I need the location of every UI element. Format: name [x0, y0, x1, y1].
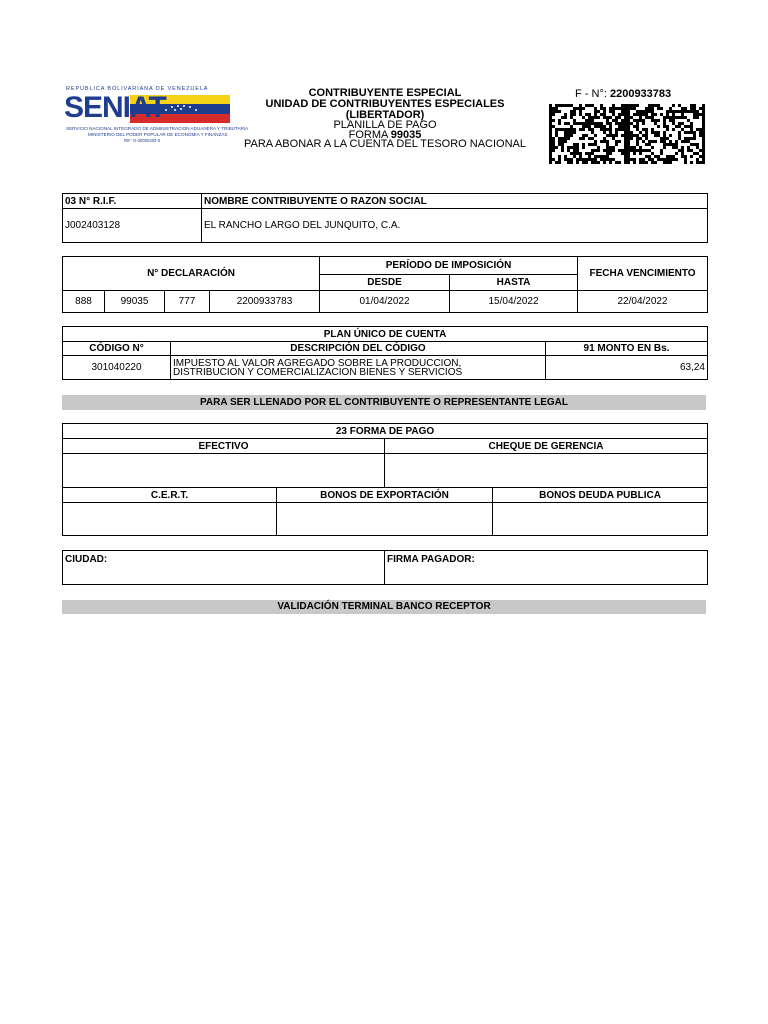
cheque-field[interactable] — [385, 454, 708, 488]
efectivo-label: EFECTIVO — [63, 439, 385, 454]
payment-title: 23 FORMA DE PAGO — [63, 424, 708, 439]
bonos-deuda-label: BONOS DEUDA PUBLICA — [493, 488, 708, 503]
ciudad-field[interactable] — [63, 551, 385, 585]
code-label: CÓDIGO N° — [63, 342, 171, 356]
header-line3: (LIBERTADOR) — [345, 109, 425, 121]
signature-table — [62, 550, 708, 585]
header-line2: UNIDAD DE CONTRIBUYENTES ESPECIALES — [265, 98, 505, 110]
logo-top-text: REPUBLICA BOLIVARIANA DE VENEZUELA — [66, 86, 209, 92]
bonos-deuda-field[interactable] — [493, 503, 708, 536]
declaration-label: N° DECLARACIÓN — [63, 257, 320, 291]
form-number-value: 2200933783 — [609, 88, 672, 100]
logo-line2: MINISTERIO DEL PODER POPULAR DE ECONOMIA Y FINANZAS — [88, 132, 228, 137]
forma-label: FORMA — [348, 129, 388, 141]
period-label: PERÍODO DE IMPOSICIÓN — [320, 257, 578, 275]
logo-rif: RIF: G-20000303-0 — [124, 138, 161, 143]
form-number-label: F - N°: — [575, 88, 607, 100]
efectivo-field[interactable] — [63, 454, 385, 488]
plan-table — [62, 326, 708, 380]
hasta-value: 15/04/2022 — [450, 291, 578, 313]
logo-brand: SENIAT — [64, 91, 166, 124]
payment-table — [62, 423, 708, 536]
amount-label: 91 MONTO EN Bs. — [546, 342, 708, 356]
desc-line2: DISTRIBUCION Y COMERCIALIZACION BIENES Y SERVICIOS — [173, 366, 463, 378]
rif-value: J002403128 — [63, 209, 202, 243]
declaration-n1: 888 — [63, 291, 105, 313]
declaration-table — [62, 256, 708, 313]
declaration-n2: 99035 — [105, 291, 165, 313]
barcode-icon — [547, 103, 705, 165]
logo-line1: SERVICIO NACIONAL INTEGRADO DE ADMINISTRACION ADUANERA Y TRIBUTARIA — [66, 126, 249, 131]
vencimiento-value: 22/04/2022 — [578, 291, 708, 313]
desde-value: 01/04/2022 — [320, 291, 450, 313]
forma-number: 99035 — [390, 129, 422, 141]
bonos-exp-label: BONOS DE EXPORTACIÓN — [277, 488, 493, 503]
desde-label: DESDE — [320, 275, 450, 291]
desc-label: DESCRIPCIÓN DEL CÓDIGO — [171, 342, 546, 356]
hasta-label: HASTA — [450, 275, 578, 291]
header-line1: CONTRIBUYENTE ESPECIAL — [308, 87, 462, 99]
header-line6: PARA ABONAR A LA CUENTA DEL TESORO NACIONAL — [243, 138, 527, 150]
seniat-logo — [62, 86, 249, 148]
firma-field[interactable] — [385, 551, 708, 585]
cheque-label: CHEQUE DE GERENCIA — [385, 439, 708, 454]
desc-line1: IMPUESTO AL VALOR AGREGADO SOBRE LA PRODUCCION, — [173, 357, 462, 369]
bar-llenado: PARA SER LLENADO POR EL CONTRIBUYENTE O REPRESENTANTE LEGAL — [62, 395, 706, 410]
name-label: NOMBRE CONTRIBUYENTE O RAZON SOCIAL — [202, 194, 708, 209]
ciudad-label: CIUDAD: — [65, 554, 108, 565]
bar-validacion: VALIDACIÓN TERMINAL BANCO RECEPTOR — [62, 600, 706, 614]
form-number — [575, 88, 671, 100]
desc-value — [171, 356, 546, 380]
cert-field[interactable] — [63, 503, 277, 536]
firma-label: FIRMA PAGADOR: — [387, 554, 475, 565]
taxpayer-table — [62, 193, 708, 243]
declaration-n3: 777 — [165, 291, 210, 313]
vencimiento-label: FECHA VENCIMIENTO — [578, 257, 708, 291]
header-line4: PLANILLA DE PAGO — [333, 119, 437, 131]
code-value: 301040220 — [63, 356, 171, 380]
amount-value: 63,24 — [546, 356, 708, 380]
cert-label: C.E.R.T. — [63, 488, 277, 503]
bonos-exp-field[interactable] — [277, 503, 493, 536]
declaration-n4: 2200933783 — [210, 291, 320, 313]
plan-title: PLAN ÚNICO DE CUENTA — [63, 327, 708, 342]
name-value: EL RANCHO LARGO DEL JUNQUITO, C.A. — [202, 209, 708, 243]
rif-label: 03 N° R.I.F. — [63, 194, 202, 209]
